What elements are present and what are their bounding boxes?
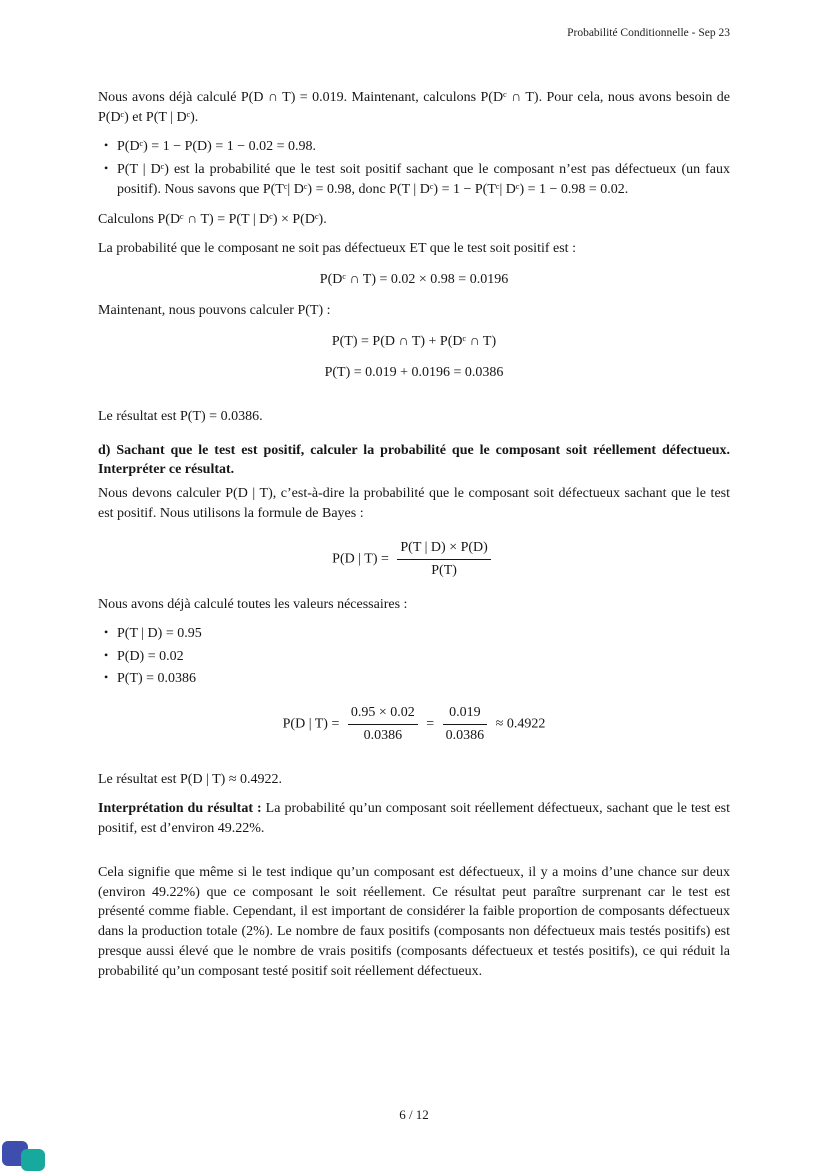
list-item: • P(Dᶜ) = 1 − P(D) = 1 − 0.02 = 0.98. bbox=[104, 137, 730, 157]
paragraph-calculons: Calculons P(Dᶜ ∩ T) = P(T | Dᶜ) × P(Dᶜ). bbox=[98, 212, 327, 228]
paragraph-resultat-pt: Le résultat est P(T) = 0.0386. bbox=[98, 408, 263, 424]
page-number: 6 / 12 bbox=[399, 1107, 429, 1122]
bayes-lhs: P(D | T) = bbox=[332, 551, 389, 567]
computation-fraction-2 bbox=[443, 703, 488, 746]
fraction-numerator: 0.019 bbox=[443, 703, 488, 725]
bayes-formula bbox=[98, 538, 730, 581]
final-computation bbox=[98, 703, 730, 746]
fraction-denominator: P(T) bbox=[431, 562, 457, 578]
fraction-numerator: P(T | D) × P(D) bbox=[397, 538, 490, 560]
interpretation-text: La probabilité qu’un composant soit réellement défectueux, sachant que le test est positif, est d’environ 49.22%. bbox=[98, 800, 730, 836]
equation-pt-sum: P(T) = P(D ∩ T) + P(Dᶜ ∩ T) bbox=[331, 333, 497, 349]
list-item: • P(T | D) = 0.95 bbox=[104, 624, 730, 644]
bullet-list-1 bbox=[98, 137, 730, 200]
bullet-list-2 bbox=[98, 624, 730, 690]
fraction-numerator: 0.95 × 0.02 bbox=[348, 703, 418, 725]
computation-lhs: P(D | T) = bbox=[282, 716, 340, 732]
section-heading-d: d) Sachant que le test est positif, calculer la probabilité que le composant soit réellement défectueux. Interpréter ce résultat. bbox=[98, 442, 730, 478]
list-item: • P(D) = 0.02 bbox=[104, 647, 730, 667]
fraction-denominator: 0.0386 bbox=[445, 728, 485, 744]
paragraph-valeurs: Nous avons déjà calculé toutes les valeurs nécessaires : bbox=[98, 596, 408, 612]
document-content bbox=[98, 88, 730, 991]
document-header: Probabilité Conditionnelle - Sep 23 bbox=[567, 27, 730, 39]
computation-equals: = bbox=[426, 716, 435, 732]
bayes-fraction bbox=[397, 538, 490, 581]
list-item: • P(T | Dᶜ) est la probabilité que le test soit positif sachant que le composant n’est pas défectueux (un faux positif). Nous savons que P(Tᶜ| Dᶜ) = 0.98, donc P(T | Dᶜ) = 1 − P(Tᶜ| Dᶜ) = 1 − 0.98 = 0.02. bbox=[104, 160, 730, 200]
computation-fraction-1 bbox=[348, 703, 418, 746]
corner-logo bbox=[0, 1139, 50, 1171]
paragraph-maintenant: Maintenant, nous pouvons calculer P(T) : bbox=[98, 303, 331, 318]
computation-rhs: ≈ 0.4922 bbox=[495, 716, 546, 732]
paragraph-resultat-pdt: Le résultat est P(D | T) ≈ 0.4922. bbox=[98, 772, 283, 787]
fraction-denominator: 0.0386 bbox=[363, 728, 403, 744]
equation-pt-value: P(T) = 0.019 + 0.0196 = 0.0386 bbox=[324, 364, 504, 380]
list-item: • P(T) = 0.0386 bbox=[104, 669, 730, 689]
paragraph-conclusion: Cela signifie que même si le test indique qu’un composant est défectueux, il y a moins d’une chance sur deux (environ 49.22%) que ce composant le soit réellement. Ce résultat peut paraître surprenant car le test est présenté comme fiable. Cependant, il est important de considérer la faible proportion de composants défectueux dans la production totale (2%). Le nombre de faux positifs (composants non défectueux mais testés positifs) est presque aussi élevé que le nombre de vrais positifs (composants défectueux et testés positifs), ce qui réduit la probabilité qu’un composant testé positif soit réellement défectueux. bbox=[98, 864, 730, 979]
logo-teal-shape bbox=[21, 1149, 45, 1171]
paragraph-probabilite: La probabilité que le composant ne soit pas défectueux ET que le test soit positif est : bbox=[98, 241, 576, 257]
paragraph-bayes-intro: Nous devons calculer P(D | T), c’est-à-dire la probabilité que le composant soit défectueux sachant que le test est positif. Nous utilisons la formule de Bayes : bbox=[98, 486, 730, 522]
paragraph-interpretation bbox=[98, 799, 730, 839]
interpretation-label: Interprétation du résultat : bbox=[98, 800, 262, 816]
equation-dc-inter-t: P(Dᶜ ∩ T) = 0.02 × 0.98 = 0.0196 bbox=[319, 272, 509, 288]
paragraph-intro: Nous avons déjà calculé P(D ∩ T) = 0.019. Maintenant, calculons P(Dᶜ ∩ T). Pour cela, nous avons besoin de P(Dᶜ) et P(T | Dᶜ). bbox=[98, 90, 730, 125]
